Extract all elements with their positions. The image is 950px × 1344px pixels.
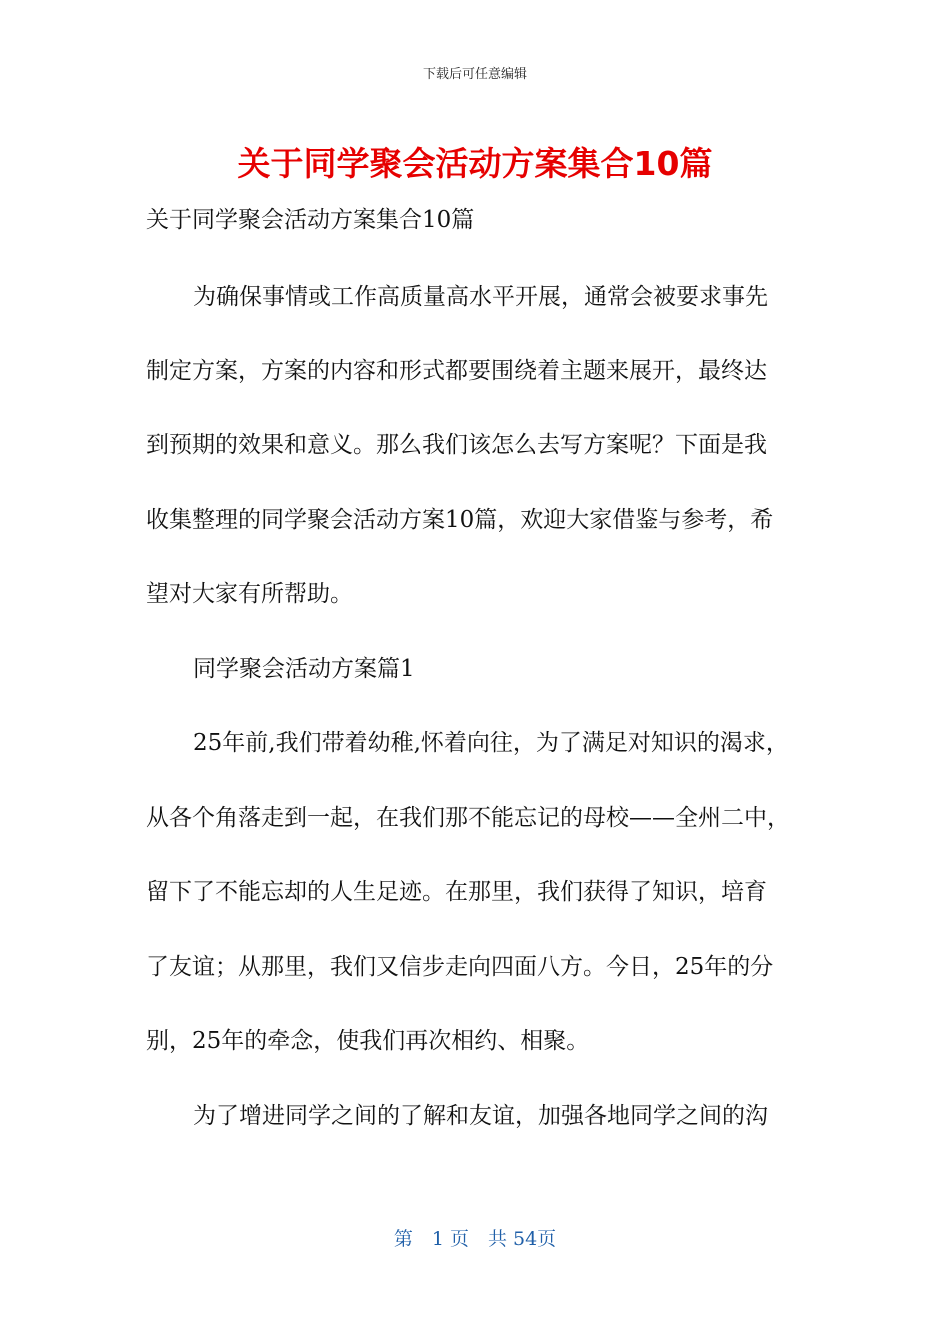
paragraph-line: 从各个角落走到一起，在我们那不能忘记的母校——全州二中， [146,805,790,831]
paragraph-line: 为确保事情或工作高质量高水平开展，通常会被要求事先 [193,284,768,310]
paragraph-line: 别，25年的牵念，使我们再次相约、相聚。 [146,1028,590,1054]
paragraph-line: 制定方案，方案的内容和形式都要围绕着主题来展开，最终达 [146,358,767,384]
paragraph-line: 到预期的效果和意义。那么我们该怎么去写方案呢？下面是我 [146,432,767,458]
paragraph-line: 25年前,我们带着幼稚,怀着向往，为了满足对知识的渴求， [193,730,789,756]
paragraph-line: 望对大家有所帮助。 [146,581,353,607]
document-subtitle: 关于同学聚会活动方案集合10篇 [146,207,475,233]
document-title: 关于同学聚会活动方案集合10篇 [237,144,713,183]
paragraph-line: 收集整理的同学聚会活动方案10篇，欢迎大家借鉴与参考，希 [146,507,774,533]
header-note: 下载后可任意编辑 [422,67,527,82]
page-footer: 第 1 页 共 54页 [393,1228,557,1250]
paragraph-line: 留下了不能忘却的人生足迹。在那里，我们获得了知识，培育 [146,879,767,905]
paragraph-line: 为了增进同学之间的了解和友谊，加强各地同学之间的沟 [193,1103,768,1129]
section-heading: 同学聚会活动方案篇1 [193,656,415,682]
paragraph-line: 了友谊；从那里，我们又信步走向四面八方。今日，25年的分 [146,954,774,980]
